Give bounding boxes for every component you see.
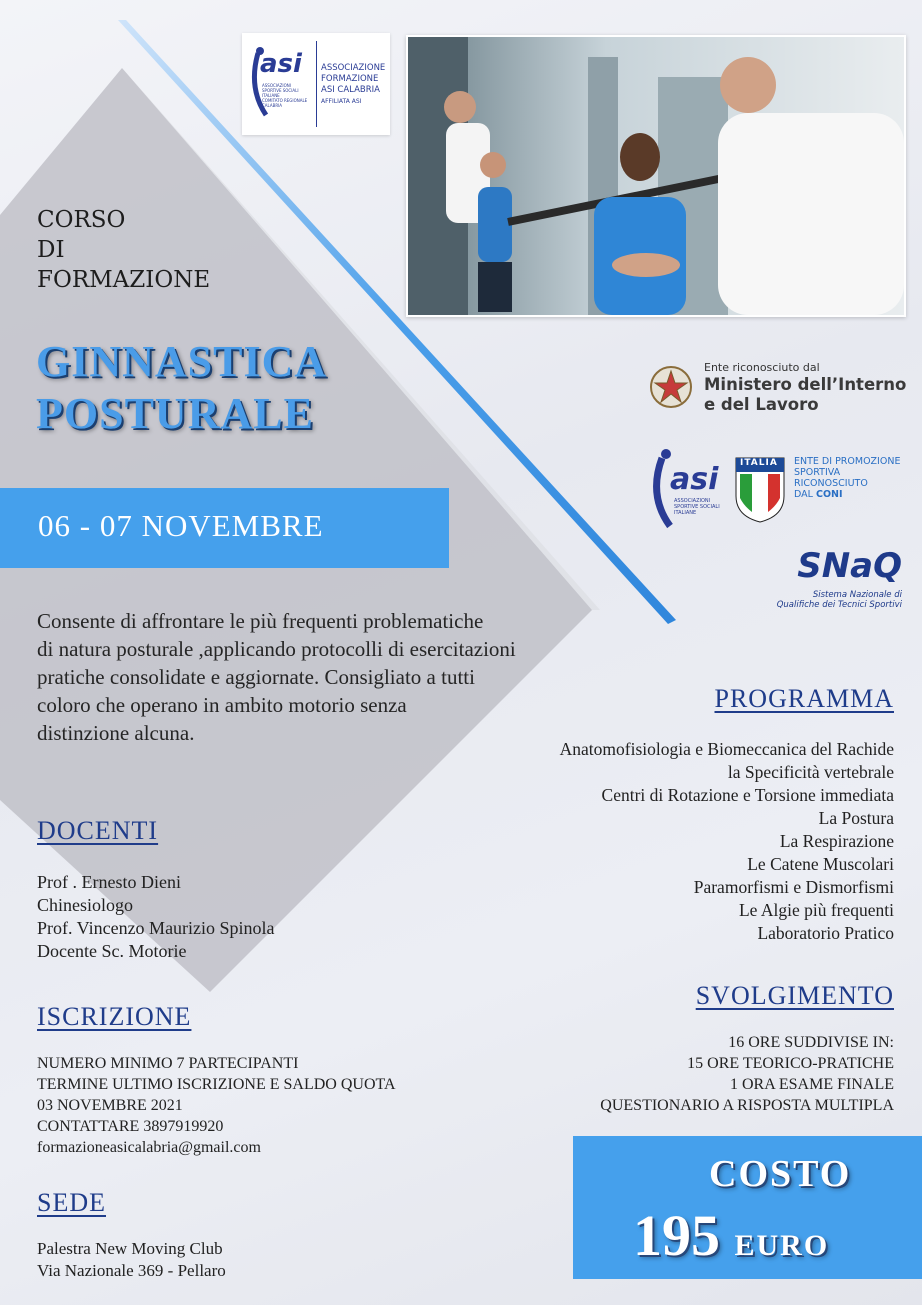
gym-photo-illustration — [408, 37, 904, 315]
asi-logo-mark: asi — [260, 49, 302, 79]
iscrizione-line: 03 NOVEMBRE 2021 — [37, 1097, 183, 1114]
desc-line-2: di natura posturale ,applicando protocolli di esercitazioni — [37, 637, 516, 661]
ministero-logo — [648, 357, 908, 417]
cost-unit: EURO — [734, 1229, 830, 1262]
coni-sub-1: ASSOCIAZIONI — [674, 498, 711, 504]
programma-item: Centri di Rotazione e Torsione immediata — [601, 785, 894, 805]
logo-divider — [316, 41, 317, 127]
asi-logo-subtext — [262, 83, 307, 108]
asi-calabria-logo — [242, 33, 390, 135]
coni-line-4 — [794, 489, 900, 500]
date-band — [0, 488, 449, 568]
snaq-line-2: Qualifiche dei Tecnici Sportivi — [776, 600, 902, 610]
programma-item: La Respirazione — [779, 831, 894, 851]
programma-item: Laboratorio Pratico — [757, 923, 894, 943]
ministero-line-1: Ministero dell’Interno — [704, 375, 907, 394]
svolgimento-line: QUESTIONARIO A RISPOSTA MULTIPLA — [600, 1097, 894, 1114]
asi-mark: asi — [670, 462, 719, 497]
gym-photo — [406, 35, 906, 317]
docente-line: Chinesiologo — [37, 895, 134, 915]
programma-heading: PROGRAMMA — [714, 684, 894, 713]
docenti-heading: DOCENTI — [37, 816, 159, 845]
iscrizione-line: TERMINE ULTIMO ISCRIZIONE E SALDO QUOTA — [37, 1076, 396, 1093]
asi-text-3: ASI CALABRIA — [321, 85, 380, 95]
cost-amount-row — [633, 1202, 829, 1269]
course-title — [36, 336, 327, 440]
coni-line-4a: DAL — [794, 489, 816, 500]
snaq-text — [777, 590, 902, 610]
iscrizione-list — [37, 1053, 396, 1158]
sede-heading: SEDE — [37, 1188, 106, 1217]
svolgimento-line: 15 ORE TEORICO-PRATICHE — [687, 1055, 894, 1072]
desc-line-4: coloro che operano in ambito motorio senza — [37, 693, 407, 717]
coni-line-3: RICONOSCIUTO — [794, 478, 868, 489]
programma-item: Le Algie più frequenti — [738, 900, 894, 920]
coni-sub-3: ITALIANE — [674, 510, 697, 516]
course-line-2: DI — [37, 237, 65, 263]
asi-coni-subtext — [674, 498, 720, 516]
cost-label: COSTO — [709, 1153, 852, 1195]
course-line-3: FORMAZIONE — [37, 267, 211, 293]
asi-sub-5: CALABRIA — [262, 103, 283, 108]
iscrizione-line: CONTATTARE 3897919920 — [37, 1118, 224, 1135]
svolgimento-line: 16 ORE SUDDIVISE IN: — [728, 1034, 894, 1051]
title-line-2: POSTURALE — [36, 389, 314, 438]
asi-text-4: AFFILIATA ASI — [321, 98, 362, 105]
sede-address — [37, 1238, 226, 1282]
programma-item: Le Catene Muscolari — [747, 854, 894, 874]
sede-line: Palestra New Moving Club — [37, 1239, 223, 1258]
desc-line-1: Consente di affrontare le più frequenti problematiche — [37, 609, 484, 633]
programma-item: Paramorfismi e Dismorfismi — [693, 877, 894, 897]
title-line-1: GINNASTICA — [36, 337, 328, 386]
programma-list — [454, 738, 894, 945]
asi-calabria-text — [321, 63, 385, 107]
snaq-mark: SNaQ — [797, 546, 902, 586]
coni-sub-2: SPORTIVE SOCIALI — [674, 504, 720, 510]
docente-line: Docente Sc. Motorie — [37, 941, 187, 961]
course-date: 06 - 07 NOVEMBRE — [38, 508, 324, 543]
ministero-line-2: e del Lavoro — [704, 395, 819, 414]
asi-sub-1: ASSOCIAZIONI — [262, 83, 291, 88]
course-label — [37, 205, 210, 295]
programma-item: La Postura — [818, 808, 894, 828]
coni-line-2: SPORTIVA — [794, 467, 841, 478]
desc-line-5: distinzione alcuna. — [37, 721, 195, 745]
asi-sub-4: COMITATO REGIONALE — [262, 98, 308, 103]
asi-text-2: FORMAZIONE — [321, 74, 379, 84]
iscrizione-email: formazioneasicalabria@gmail.com — [37, 1139, 261, 1156]
course-line-1: CORSO — [37, 207, 126, 233]
coni-line-1: ENTE DI PROMOZIONE — [794, 456, 901, 467]
italian-emblem-icon — [648, 361, 694, 415]
cost-box — [573, 1136, 922, 1279]
cost-amount: 195 — [633, 1203, 720, 1268]
asi-sub-3: ITALIANE — [262, 93, 280, 98]
course-description — [37, 607, 577, 747]
asi-coni-logo — [648, 446, 908, 530]
programma-item: Anatomofisiologia e Biomeccanica del Rachide — [559, 739, 894, 759]
italia-badge-text: ITALIA — [740, 458, 778, 468]
snaq-line-1: Sistema Nazionale di — [812, 590, 902, 600]
iscrizione-line: NUMERO MINIMO 7 PARTECIPANTI — [37, 1055, 299, 1072]
svolgimento-heading: SVOLGIMENTO — [695, 981, 894, 1010]
coni-line-4b: CONI — [815, 489, 843, 500]
svolgimento-list — [600, 1032, 894, 1116]
coni-text — [794, 456, 900, 500]
desc-line-3: pratiche consolidate e aggiornate. Consigliato a tutti — [37, 665, 475, 689]
docente-line: Prof. Vincenzo Maurizio Spinola — [37, 918, 275, 938]
asi-text-1: ASSOCIAZIONE — [321, 63, 386, 73]
snaq-logo — [760, 546, 910, 614]
asi-sub-2: SPORTIVE SOCIALI — [262, 88, 299, 93]
ministero-small-text: Ente riconosciuto dal — [704, 361, 820, 374]
docenti-list — [37, 871, 275, 963]
iscrizione-heading: ISCRIZIONE — [37, 1002, 192, 1031]
docente-line: Prof . Ernesto Dieni — [37, 872, 181, 892]
svolgimento-line: 1 ORA ESAME FINALE — [729, 1076, 894, 1093]
programma-item: la Specificità vertebrale — [727, 762, 894, 782]
sede-line: Via Nazionale 369 - Pellaro — [37, 1261, 226, 1280]
